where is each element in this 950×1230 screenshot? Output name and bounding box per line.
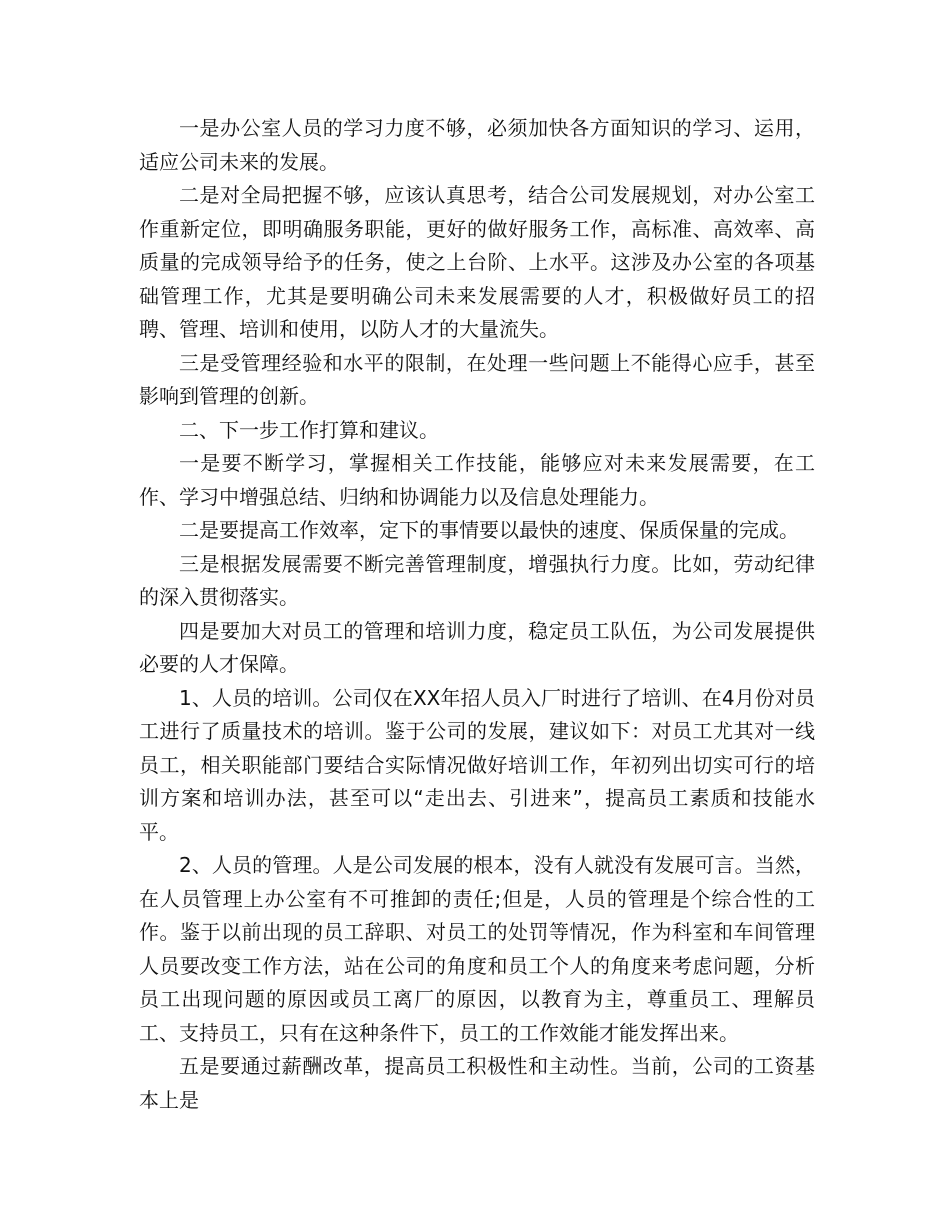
- paragraph-10: 2、人员的管理。人是公司发展的根本，没有人就没有发展可言。当然，在人员管理上办公室有不可推卸的责任;但是，人员的管理是个综合性的工作。鉴于以前出现的员工辞职、对员工的处罚等情况，作为科室和车间管理人员要改变工作方法，站在公司的角度和员工个人的角度来考虑问题，分析员工出现问题的原因或员工离厂的原因，以教育为主，尊重员工、理解员工、支持员工，只有在这种条件下，员工的工作效能才能发挥出来。: [139, 853, 815, 1045]
- paragraph-11: 五是要通过薪酬改革，提高员工积极性和主动性。当前，公司的工资基本上是: [139, 1054, 815, 1112]
- document-body: [139, 112, 815, 1117]
- paragraph-9: 1、人员的培训。公司仅在XX年招人员入厂时进行了培训、在4月份对员工进行了质量技术的培训。鉴于公司的发展，建议如下：对员工尤其对一线员工，相关职能部门要结合实际情况做好培训工作，年初列出切实可行的培训方案和培训办法，甚至可以“走出去、引进来”，提高员工素质和技能水平。: [139, 685, 815, 844]
- paragraph-6: 二是要提高工作效率，定下的事情要以最快的速度、保质保量的完成。: [179, 518, 799, 542]
- paragraph-7: 三是根据发展需要不断完善管理制度，增强执行力度。比如，劳动纪律的深入贯彻落实。: [139, 551, 815, 609]
- paragraph-2: 二是对全局把握不够，应该认真思考，结合公司发展规划，对办公室工作重新定位，即明确服务职能，更好的做好服务工作，高标准、高效率、高质量的完成领导给予的任务，使之上台阶、上水平。这涉及办公室的各项基础管理工作，尤其是要明确公司未来发展需要的人才，积极做好员工的招聘、管理、培训和使用，以防人才的大量流失。: [139, 183, 815, 341]
- paragraph-8: 四是要加大对员工的管理和培训力度，稳定员工队伍，为公司发展提供必要的人才保障。: [139, 618, 815, 676]
- paragraph-3: 三是受管理经验和水平的限制，在处理一些问题上不能得心应手，甚至影响到管理的创新。: [139, 350, 815, 408]
- paragraph-5: 一是要不断学习，掌握相关工作技能，能够应对未来发展需要，在工作、学习中增强总结、归纳和协调能力以及信息处理能力。: [139, 451, 815, 509]
- paragraph-1: 一是办公室人员的学习力度不够，必须加快各方面知识的学习、运用，适应公司未来的发展。: [139, 116, 815, 174]
- section-heading: 二、下一步工作打算和建议。: [179, 417, 439, 442]
